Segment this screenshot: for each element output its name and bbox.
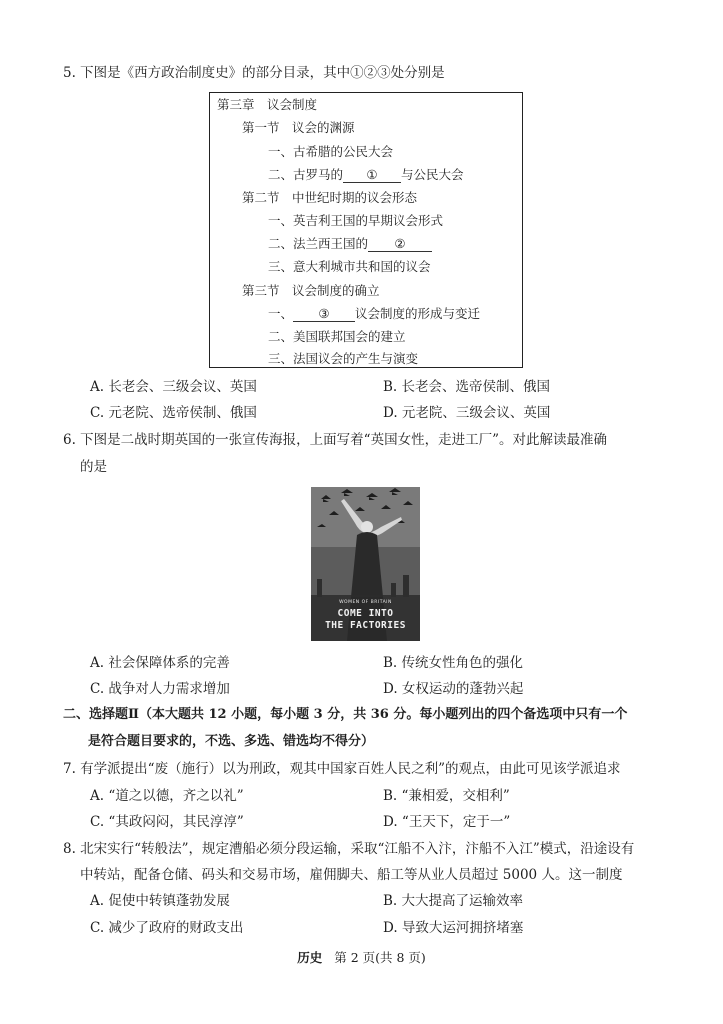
q8-option-c: C. 减少了政府的财政支出 [90, 920, 244, 936]
q5-option-a: A. 长老会、三级会议、英国 [90, 379, 257, 395]
page-footer [0, 948, 723, 966]
blank-1: ① [343, 168, 401, 183]
q7-option-a: A. “道之以德，齐之以礼” [90, 788, 244, 804]
toc-s1-item-2-pre: 二、古罗马的 [268, 167, 344, 182]
section-2-header-line-1: 二、选择题Ⅱ（本大题共 12 小题，每小题 3 分，共 36 分。每小题列出的四个备选项中只有一个 [63, 707, 628, 722]
q7-stem: 7. 有学派提出“废（施行）以为刑政，观其中国家百姓人民之利”的观点，由此可见该学派追求 [63, 761, 621, 777]
q6-option-d: D. 女权运动的蓬勃兴起 [383, 681, 524, 697]
toc-s2-item-3: 三、意大利城市共和国的议会 [268, 259, 431, 274]
q6-option-c: C. 战争对人力需求增加 [90, 681, 230, 697]
toc-chapter: 第三章 议会制度 [217, 97, 318, 112]
footer-subject: 历史 [297, 950, 323, 965]
toc-section-3: 第三节 议会制度的确立 [242, 283, 380, 298]
q8-option-a: A. 促使中转镇蓬勃发展 [90, 893, 230, 909]
propaganda-poster [311, 487, 420, 641]
toc-s1-item-1: 一、古希腊的公民大会 [268, 144, 394, 159]
toc-section-2: 第二节 中世纪时期的议会形态 [242, 190, 418, 205]
toc-section-1: 第一节 议会的渊源 [242, 120, 355, 135]
toc-s2-item-2 [268, 236, 432, 252]
q6-stem-line-2: 的是 [80, 459, 107, 475]
q8-option-d: D. 导致大运河拥挤堵塞 [383, 920, 524, 936]
toc-s2-item-2-pre: 二、法兰西王国的 [268, 236, 369, 251]
toc-s3-item-2: 二、美国联邦国会的建立 [268, 329, 406, 344]
toc-s2-item-1: 一、英吉利王国的早期议会形式 [268, 213, 444, 228]
toc-s3-item-1-post: 议会制度的形成与变迁 [355, 306, 481, 321]
poster-line-1: COME INTO [337, 608, 394, 619]
q5-option-c: C. 元老院、选帝侯制、俄国 [90, 405, 257, 421]
q7-option-c: C. “其政闷闷，其民淳淳” [90, 814, 244, 830]
q7-option-b: B. “兼相爱，交相利” [383, 788, 510, 804]
blank-2: ② [368, 237, 432, 252]
q8-option-b: B. 大大提高了运输效率 [383, 893, 524, 909]
q5-option-b: B. 长老会、选帝侯制、俄国 [383, 379, 551, 395]
q7-option-d: D. “王天下，定于一” [383, 814, 511, 830]
toc-s1-item-2 [268, 167, 464, 183]
toc-s3-item-3: 三、法国议会的产生与演变 [268, 351, 419, 366]
q8-stem-line-1: 8. 北宋实行“转般法”，规定漕船必须分段运输，采取“江船不入汴，汴船不入江”模式，沿途设有 [63, 841, 635, 857]
toc-s3-item-1 [268, 306, 480, 322]
q5-toc-box [209, 92, 523, 368]
q6-option-b: B. 传统女性角色的强化 [383, 655, 524, 671]
footer-page-info: 第 2 页(共 8 页) [334, 950, 426, 965]
section-2-header-line-2: 是符合题目要求的，不选、多选、错选均不得分） [88, 734, 375, 749]
poster-subtitle: WOMEN OF BRITAIN [339, 600, 392, 605]
blank-3: ③ [293, 307, 355, 322]
q5-stem: 5. 下图是《西方政治制度史》的部分目录，其中①②③处分别是 [63, 65, 445, 81]
q8-stem-line-2: 中转站，配备仓储、码头和交易市场，雇佣脚夫、船工等从业人员超过 5000 人。这一制度 [80, 867, 623, 883]
toc-s3-item-1-pre: 一、 [268, 306, 294, 321]
toc-s1-item-2-post: 与公民大会 [401, 167, 464, 182]
q6-stem-line-1: 6. 下图是二战时期英国的一张宣传海报，上面写着“英国女性，走进工厂”。对此解读最准确 [63, 432, 607, 448]
q6-option-a: A. 社会保障体系的完善 [90, 655, 230, 671]
q5-option-d: D. 元老院、三级会议、英国 [383, 405, 551, 421]
poster-line-2: THE FACTORIES [325, 620, 406, 631]
